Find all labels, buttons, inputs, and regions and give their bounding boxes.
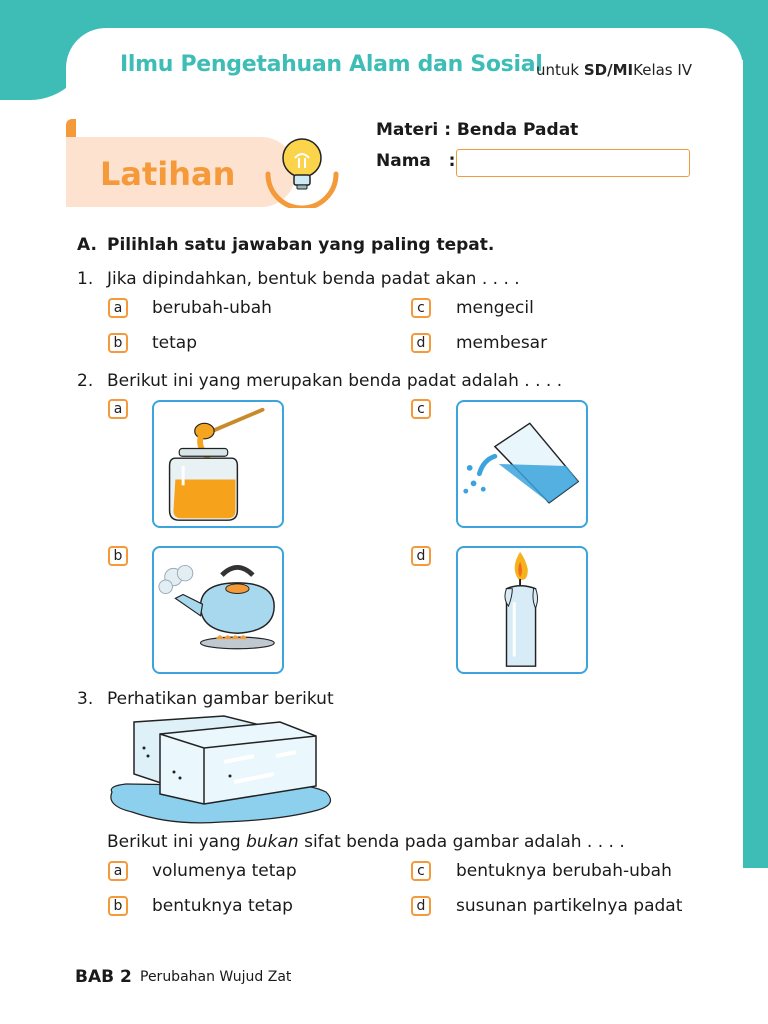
question-text: Berikut ini yang merupakan benda padat adalah . . . . [107,371,563,391]
option-c-text: bentuknya berubah-ubah [456,861,672,881]
option-a-box[interactable]: a [108,298,128,318]
section-instruction: Pilihlah satu jawaban yang paling tepat. [107,235,495,255]
option-c-text: mengecil [456,298,534,318]
option-b-box[interactable]: b [108,333,128,353]
chapter-number: BAB 2 [75,967,132,987]
option-d-box[interactable]: d [411,896,431,916]
option-a-text: berubah-ubah [152,298,272,318]
option-a-box[interactable]: a [108,861,128,881]
option-b-box[interactable]: b [108,546,128,566]
name-label: Nama : [376,151,456,171]
question-number: 1. [77,269,94,289]
name-field[interactable] [456,149,690,177]
option-d-box[interactable]: d [411,333,431,353]
section-letter: A. [77,235,97,255]
question-number: 3. [77,689,94,709]
option-c-box[interactable]: c [411,861,431,881]
kettle-icon[interactable] [152,546,284,674]
question-text: Jika dipindahkan, bentuk benda padat akan . . . . [107,269,520,289]
option-d-text: susunan partikelnya padat [456,896,683,916]
option-d-text: membesar [456,333,548,353]
right-banner [743,0,768,868]
option-c-box[interactable]: c [411,399,431,419]
material-info: Materi : Benda Padat [376,120,579,140]
water-glass-icon[interactable] [456,400,588,528]
option-a-text: volumenya tetap [152,861,297,881]
option-c-box[interactable]: c [411,298,431,318]
grade-label: untuk SD/MIKelas IV [536,61,693,79]
option-b-text: bentuknya tetap [152,896,293,916]
honey-jar-icon[interactable] [152,400,284,528]
question-prompt: Berikut ini yang bukan sifat benda pada gambar adalah . . . . [107,832,625,852]
option-b-box[interactable]: b [108,896,128,916]
candle-icon[interactable] [456,546,588,674]
option-d-box[interactable]: d [411,546,431,566]
lightbulb-icon [262,128,342,208]
option-b-text: tetap [152,333,197,353]
subject-title: Ilmu Pengetahuan Alam dan Sosial [120,52,543,77]
question-text: Perhatikan gambar berikut [107,689,334,709]
badge-tab [66,119,76,137]
exercise-label: Latihan [100,155,236,193]
option-a-box[interactable]: a [108,399,128,419]
ice-blocks-icon [104,712,332,828]
chapter-title: Perubahan Wujud Zat [140,969,292,985]
question-number: 2. [77,371,94,391]
